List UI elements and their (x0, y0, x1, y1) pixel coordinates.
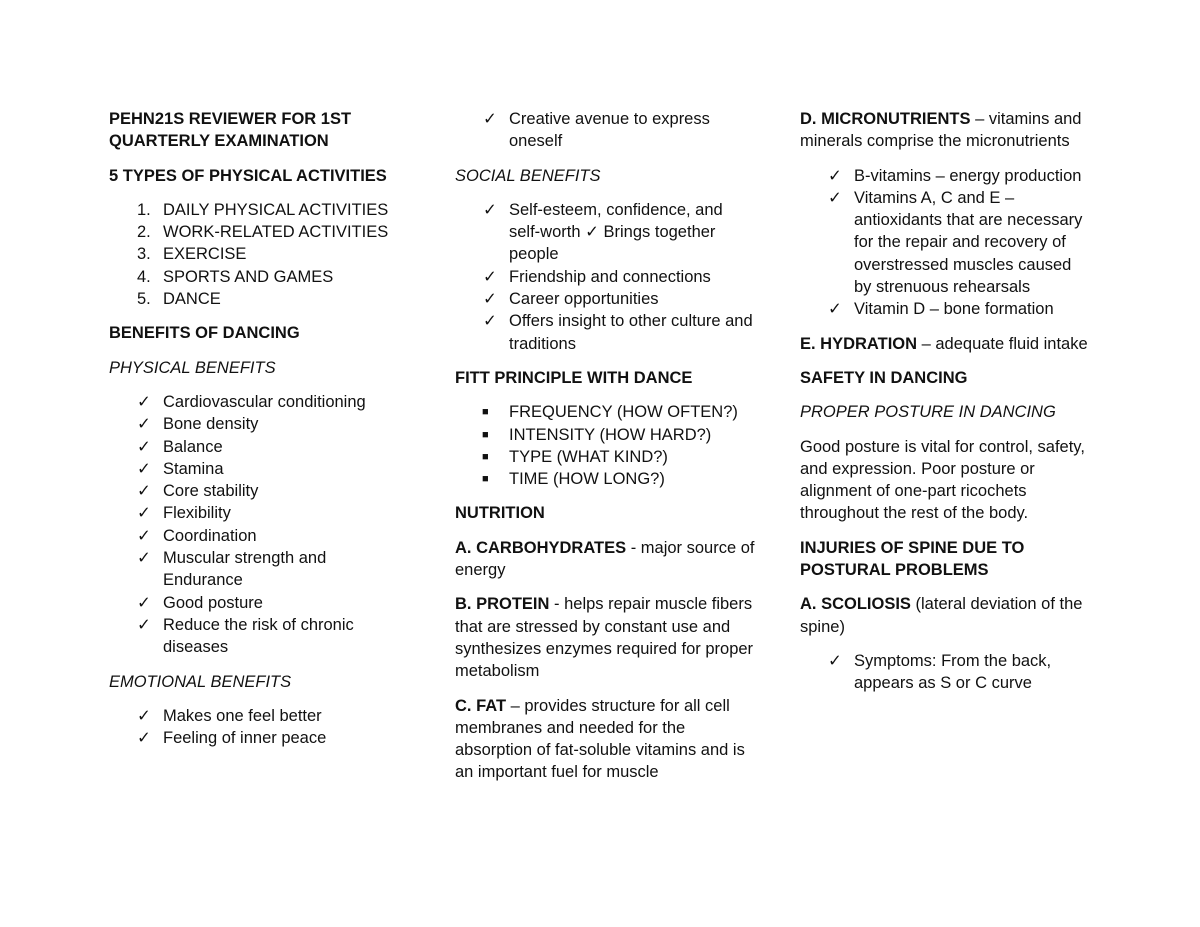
carbohydrates-paragraph (455, 537, 755, 582)
nutrition-heading: NUTRITION (455, 504, 545, 523)
protein-term: B. PROTEIN (455, 595, 550, 614)
list-item-text: Good posture (163, 593, 263, 612)
list-item-text: Makes one feel better (163, 706, 322, 725)
list-number: 2. (137, 223, 151, 242)
square-bullet-icon: ■ (482, 473, 489, 486)
list-item (109, 413, 409, 435)
list-item-text: Balance (163, 437, 223, 456)
list-item (109, 221, 409, 243)
injuries-heading: INJURIES OF SPINE DUE TO POSTURAL PROBLEMS (800, 538, 1025, 580)
list-item (109, 243, 409, 265)
list-item-text: Vitamins A, C and E – antioxidants that are necessary for the repair and recovery of overstressed muscles caused by strenuous rehearsals (854, 188, 1083, 297)
list-item (455, 288, 755, 310)
safety-heading: SAFETY IN DANCING (800, 368, 968, 387)
list-item-text: Offers insight to other culture and traditions (509, 312, 753, 353)
fat-desc: – provides structure for all cell membranes and needed for the absorption of fat-soluble vitamins and is an important fuel for muscle (455, 696, 745, 782)
list-item (109, 266, 409, 288)
list-item (109, 525, 409, 547)
list-item-text: Career opportunities (509, 290, 659, 309)
list-item (455, 266, 755, 288)
checkmark-icon: ✓ (828, 300, 842, 319)
list-item-text: Symptoms: From the back, appears as S or C curve (854, 651, 1052, 693)
list-item-text: Friendship and connections (509, 267, 711, 286)
list-item (455, 199, 755, 266)
list-item-text: FREQUENCY (HOW OFTEN?) (509, 403, 738, 422)
checkmark-icon: ✓ (137, 526, 151, 545)
emotional-benefits-list-cont (455, 108, 755, 153)
checkmark-icon: ✓ (483, 200, 497, 219)
list-item-text: Vitamin D – bone formation (854, 300, 1054, 319)
list-item (455, 401, 755, 423)
checkmark-icon: ✓ (828, 651, 842, 670)
list-item (109, 705, 409, 727)
benefits-heading: BENEFITS OF DANCING (109, 324, 300, 343)
checkmark-icon: ✓ (137, 549, 151, 568)
document-title: PEHN21S REVIEWER FOR 1ST QUARTERLY EXAMINATION (109, 110, 352, 151)
physical-benefits-heading: PHYSICAL BENEFITS (109, 358, 276, 377)
protein-desc: - helps repair muscle fibers that are stressed by constant use and synthesizes enzymes required for proper metabolism (455, 595, 754, 681)
hydration-desc: – adequate fluid intake (917, 334, 1088, 353)
list-item-text: TIME (HOW LONG?) (509, 470, 665, 489)
checkmark-icon: ✓ (137, 415, 151, 434)
checkmark-icon: ✓ (137, 482, 151, 501)
list-item (109, 480, 409, 502)
posture-heading: PROPER POSTURE IN DANCING (800, 403, 1056, 422)
protein-paragraph (455, 593, 755, 682)
carbohydrates-term: A. CARBOHYDRATES (455, 538, 627, 557)
list-item-text: Bone density (163, 415, 259, 434)
posture-paragraph: Good posture is vital for control, safety, and expression. Poor posture or alignment of one-part ricochets throughout the rest of the body. (800, 437, 1085, 523)
list-item-text: INTENSITY (HOW HARD?) (509, 425, 712, 444)
column-1 (109, 108, 409, 761)
list-item (109, 592, 409, 614)
checkmark-icon: ✓ (483, 290, 497, 309)
physical-benefits-list (109, 391, 409, 659)
social-benefits-heading: SOCIAL BENEFITS (455, 166, 601, 185)
list-item (109, 727, 409, 749)
list-item-text: Reduce the risk of chronic diseases (163, 615, 354, 657)
emotional-benefits-list (109, 705, 409, 750)
checkmark-icon: ✓ (137, 437, 151, 456)
list-item-text: Muscular strength and Endurance (163, 549, 327, 590)
list-item-text: WORK-RELATED ACTIVITIES (163, 223, 389, 242)
list-item (800, 650, 1090, 695)
checkmark-icon: ✓ (483, 312, 497, 331)
checkmark-icon: ✓ (483, 110, 497, 128)
micronutrients-paragraph (800, 108, 1090, 153)
list-item-text: Self-esteem, confidence, and self-worth ✓ Brings together people (509, 200, 723, 264)
checkmark-icon: ✓ (137, 615, 151, 634)
checkmark-icon: ✓ (828, 188, 842, 207)
list-item-text: EXERCISE (163, 245, 247, 264)
list-item (109, 199, 409, 221)
square-bullet-icon: ■ (482, 450, 489, 463)
list-item (800, 165, 1090, 187)
list-item (109, 436, 409, 458)
fitt-heading: FITT PRINCIPLE WITH DANCE (455, 368, 693, 387)
scoliosis-term: A. SCOLIOSIS (800, 595, 911, 614)
list-item (109, 391, 409, 413)
social-benefits-list (455, 199, 755, 355)
list-number: 4. (137, 267, 151, 286)
checkmark-icon: ✓ (137, 729, 151, 748)
checkmark-icon: ✓ (137, 459, 151, 478)
list-item (109, 458, 409, 480)
list-item-text: SPORTS AND GAMES (163, 267, 334, 286)
list-item (455, 310, 755, 355)
checkmark-icon: ✓ (483, 267, 497, 286)
list-number: 5. (137, 290, 151, 309)
square-bullet-icon: ■ (482, 406, 489, 419)
list-item-text: Cardiovascular conditioning (163, 392, 366, 411)
emotional-benefits-heading: EMOTIONAL BENEFITS (109, 672, 292, 691)
list-item (109, 614, 409, 659)
fat-term: C. FAT (455, 696, 507, 715)
list-item (800, 187, 1090, 298)
fitt-list (455, 401, 755, 490)
checkmark-icon: ✓ (828, 166, 842, 185)
checkmark-icon: ✓ (137, 504, 151, 523)
list-item (109, 547, 409, 592)
list-number: 3. (137, 245, 151, 264)
list-item-text: Flexibility (163, 504, 231, 523)
carbohydrates-desc: - major source of energy (455, 538, 755, 580)
checkmark-icon: ✓ (137, 392, 151, 411)
checkmark-icon: ✓ (137, 706, 151, 725)
list-item-text: DAILY PHYSICAL ACTIVITIES (163, 200, 389, 219)
list-item-text: Coordination (163, 526, 257, 545)
fat-paragraph (455, 695, 755, 784)
list-item (455, 446, 755, 468)
list-item-text: Core stability (163, 482, 259, 501)
list-item-text: DANCE (163, 290, 221, 309)
hydration-paragraph (800, 333, 1090, 355)
list-item-text: Stamina (163, 459, 224, 478)
list-item (109, 502, 409, 524)
list-number: 1. (137, 200, 151, 219)
micronutrients-term: D. MICRONUTRIENTS (800, 110, 971, 128)
micronutrients-desc: – vitamins and minerals comprise the micronutrients (800, 110, 1082, 151)
list-item (455, 424, 755, 446)
column-3 (800, 108, 1090, 707)
column-2 (455, 108, 755, 796)
list-item (109, 288, 409, 310)
micronutrients-list (800, 165, 1090, 321)
scoliosis-desc: (lateral deviation of the spine) (800, 595, 1083, 636)
checkmark-icon: ✓ (137, 593, 151, 612)
types-list (109, 199, 409, 310)
hydration-term: E. HYDRATION (800, 334, 918, 353)
list-item-text: Creative avenue to express oneself (509, 110, 710, 151)
list-item-text: Feeling of inner peace (163, 729, 327, 748)
scoliosis-paragraph (800, 593, 1090, 638)
list-item-text: B-vitamins – energy production (854, 166, 1082, 185)
list-item (455, 468, 755, 490)
types-heading: 5 TYPES OF PHYSICAL ACTIVITIES (109, 166, 387, 185)
list-item-text: TYPE (WHAT KIND?) (509, 447, 668, 466)
list-item (800, 298, 1090, 320)
square-bullet-icon: ■ (482, 428, 489, 441)
scoliosis-list (800, 650, 1090, 695)
list-item (455, 108, 755, 153)
